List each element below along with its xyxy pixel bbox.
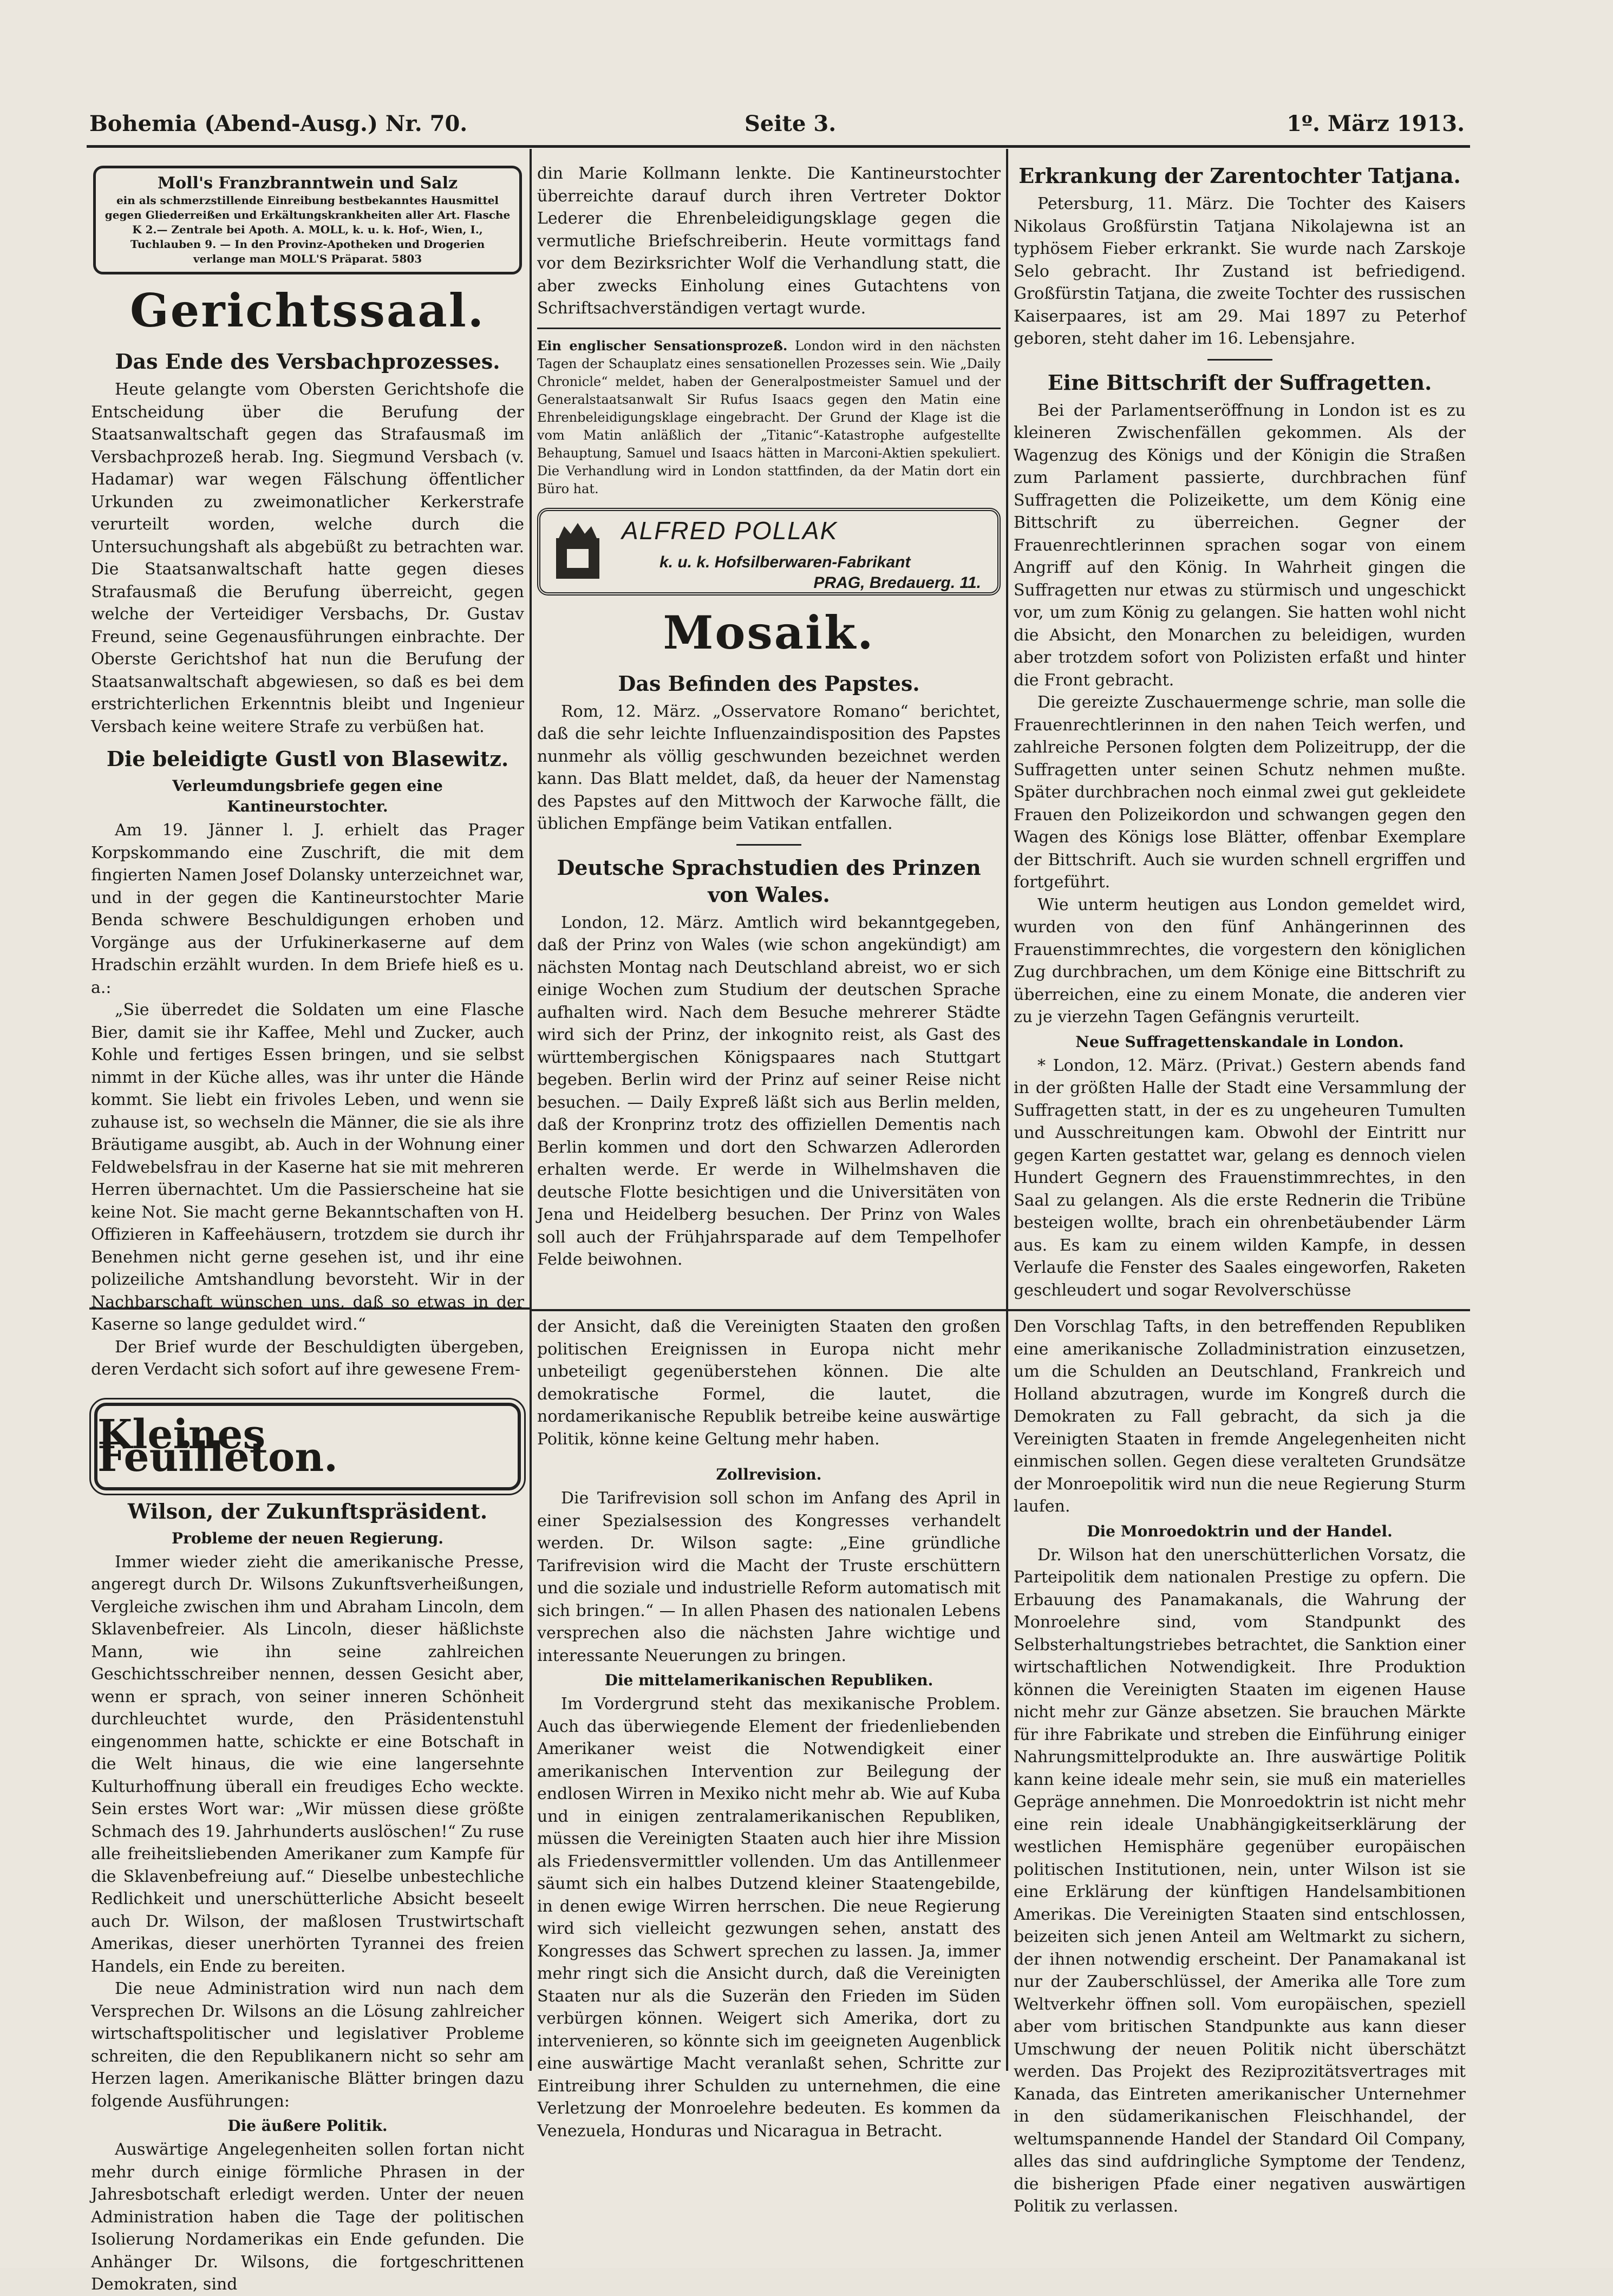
column-2 <box>537 162 1001 1305</box>
pollak-address: PRAG, Bredauerg. 11. <box>813 573 981 592</box>
article-paragraph: din Marie Kollmann lenkte. Die Kantineurstochter überreichte darauf durch ihren Vertreter Doktor Lederer die Ehrenbeleidigungsklage gegen die vermutliche Briefschreiberin. Heute vormittags fand vor dem Bezirksrichter Wolf die Verhandlung statt, die aber zwecks Einholung eines Gutachtens von Schriftsachverständigen vertagt wurde. <box>537 164 1001 318</box>
sensationsprozess-text: London wird in den nächsten Tagen der Schauplatz eines sensationellen Prozesses sein. Wie „Daily Chronicle“ meldet, haben der Generalpostmeister Samuel und der Generalstaatsanwalt Sir Rufus Isaacs gegen den Matin eine Ehrenbeleidigungsklage eingebracht. Der Grund der Klage ist die vom Matin anläßlich der „Titanic“-Katastrophe aufgestellte Behauptung, Samuel und Isaacs hätten in Marconi-Aktien spekuliert. Die Verhandlung wird in London stattfinden, da der Matin dort ein Büro hat. <box>537 338 1001 496</box>
article-separator <box>537 328 1001 329</box>
pollak-advertisement <box>537 508 1001 596</box>
article-subheading-republiken: Die mittelamerikanischen Republiken. <box>604 1671 933 1689</box>
article-title-blasewitz: Die beleidigte Gustl von Blasewitz. <box>106 747 509 771</box>
section-title-feuilleton <box>94 1403 521 1490</box>
column-1 <box>91 162 524 2294</box>
article-paragraph: Die gereizte Zuschauermenge schrie, man solle die Frauenrechtlerinnen in den nahen Teich werfen, und zahlreiche Personen folgten dem Polizeitrupp, der die Suffragetten unter seinen Schutz nehmen mußte. Später durchbrachen noch einmal zwei gut gekleidete Frauen den Polizeikordon und schwangen gegen den Wagen des Königs lose Blätter, offenbar Exemplare der Bittschrift. Auch sie wurden schnell ergriffen und fortgeführt. <box>1014 693 1466 892</box>
article-paragraph: Wie unterm heutigen aus London gemeldet wird, wurden von den fünf Anhängerinnen des Frauenstimmrechtes, die vorgestern den königlichen Zug durchbrachen, um dem Könige eine Bittschrift zu überreichen, eine zu einem Monate, die anderen vier zu je vierzehn Tagen Gefängnis verurteilt. <box>1014 895 1466 1026</box>
header-rule <box>87 145 1470 148</box>
article-paragraph: Heute gelangte vom Obersten Gerichtshofe die Entscheidung über die Berufung der Staatsanwaltschaft gegen das Strafausmaß im Versbachprozeß herab. Ing. Siegmund Versbach (v. Hadamar) war wegen Fälschung öffentlicher Urkunden zu zweimonatlicher Kerkerstrafe verurteilt worden, welche durch die Untersuchungshaft als abgebüßt zu betrachten war. Die Staatsanwaltschaft hatte gegen dieses Strafausmaß die Berufung überreicht, gegen welche der Verteidiger Versbachs, Dr. Gustav Freund, seine Gegenausführungen einbrachte. Der Oberste Gerichtshof hat nun die Berufung der Staatsanwaltschaft abgewiesen, so daß es bei dem erstrichterlichen Erkenntnis bleibt und Ingenieur Versbach keine weitere Strafe zu verbüßen hat. <box>91 380 524 736</box>
article-title-tatjana: Erkrankung der Zarentochter Tatjana. <box>1018 163 1461 188</box>
article-paragraph: * London, 12. März. (Privat.) Gestern abends fand in der größten Halle der Stadt eine Versammlung der Suffragetten statt, in der es zu ungeheuren Tumulten und Ausschreitungen kam. Obwohl der Eintritt nur gegen Karten gestattet war, gelang es dennoch vielen Hundert Gegnern des Frauenstimmrechtes, in den Saal zu gelangen. Als die erste Rednerin die Tribüne besteigen wollte, brach ein ohrenbetäubender Lärm aus. Es kam zu einem wilden Kampfe, in dessen Verlaufe die Fenster des Saales eingeworfen, Raketen geschleudert und sogar Revolverschüsse <box>1014 1056 1466 1300</box>
article-paragraph: Den Vorschlag Tafts, in den betreffenden Republiken eine amerikanische Zolladministration einzusetzen, um die Schulden an Deutschland, Frankreich und Holland abzutragen, wurde im Kongreß durch die Demokraten zu Fall gebracht, da sich ja die Vereinigten Staaten in fremde Angelegenheiten nicht einmischen sollen. Gegen diese veralteten Grundsätze der Monroepolitik wird nun die neue Regierung Sturm laufen. <box>1014 1317 1466 1516</box>
article-subheading-monroedoktrin: Die Monroedoktrin und der Handel. <box>1087 1522 1393 1540</box>
moll-advertisement <box>93 166 522 274</box>
feuilleton-title-text: Kleines Feuilleton. <box>97 1411 338 1481</box>
article-separator <box>1207 359 1272 361</box>
article-paragraph: der Ansicht, daß die Vereinigten Staaten den großen politischen Ereignissen in Europa nicht mehr unbeteiligt gegenüberstehen können. Die alte demokratische Formel, die lautet, die nordamerikanische Republik betreibe keine auswärtige Politik, könne keine Geltung mehr haben. <box>537 1317 1001 1449</box>
article-paragraph: Dr. Wilson hat den unerschütterlichen Vorsatz, die Parteipolitik dem nationalen Prestige zu opfern. Die Erbauung des Panamakanals, die Wahrung der Monroelehre sind, vom Standpunkt des Selbsterhaltungstriebes betrachtet, die Sanktion einer wirtschaftlichen Notwendigkeit. Ihre Produktion können die Vereinigten Staaten im eigenen Hause nicht mehr zur Gänze absetzen. Sie brauchen Märkte für ihre Fabrikate und streben die Einführung einiger Nahrungsmittelprodukte an. Ihre auswärtige Politik kann keine ideale mehr sein, sie muß ein materielles Gepräge annehmen. Die Monroedoktrin ist nicht mehr eine rein ideale Unabhängigkeitserklärung der westlichen Hemisphäre gegenüber europäischen politischen Institutionen, nein, unter Wilson ist sie eine Erklärung der künftigen Handelsambitionen Amerikas. Die Vereinigten Staaten sind entschlossen, beizeiten sich jenen Anteil am Weltmarkt zu sichern, der ihnen notwendig erscheint. Der Panamakanal ist nur der Zauberschlüssel, der Amerika alle Tore zum Weltverkehr öffnen soll. Vom europäischen, speziell aber vom britischen Standpunkte aus kann dieser Umschwung der neuen Politik nicht überschätzt werden. Das Projekt des Reziprozitätsvertrages mit Kanada, das Eintreten amerikanischer Unternehmer in den südamerikanischen Fleischhandel, der weltumspannende Handel der Standard Oil Company, alles das sind aufdringliche Symptome der Tendenz, die bisherigen Pfade einer negativen auswärtigen Politik zu verlassen. <box>1014 1545 1466 2216</box>
pollak-subtitle: k. u. k. Hofsilberwaren-Fabrikant <box>659 553 911 571</box>
article-paragraph: Petersburg, 11. März. Die Tochter des Kaisers Nikolaus Großfürstin Tatjana Nikolajewna ist an typhösem Fieber erkrankt. Sie wurde nach Zarskoje Selo gebracht. Ihr Zustand ist befriedigend. Großfürstin Tatjana, die zweite Tochter des russischen Kaiserpaares, ist am 29. Mai 1897 zu Peterhof geboren, steht daher im 16. Lebensjahre. <box>1014 194 1466 348</box>
header-publication: Bohemia (Abend-Ausg.) Nr. 70. <box>89 111 468 136</box>
article-subtitle-blasewitz: Verleumdungsbriefe gegen eine Kantineurstochter. <box>172 777 443 815</box>
article-separator <box>736 844 801 846</box>
pollak-name: ALFRED POLLAK <box>622 516 838 545</box>
article-paragraph: Im Vordergrund steht das mexikanische Problem. Auch das überwiegende Element der friedenliebenden Amerikaner weist die Notwendigkeit einer amerikanischen Intervention zur Beilegung der endlosen Wirren in Mexiko nicht mehr ab. Wie auf Kuba und in einigen zentralamerikanischen Republiken, müssen die Vereinigten Staaten auch hier ihre Mission als Friedensvermittler vollenden. Um das Antillenmeer säumt sich ein halbes Dutzend kleiner Staatengebilde, in denen ewige Wirren herrschen. Die neue Regierung wird sich vielleicht gezwungen sehen, anstatt des Kongresses das Schwert sprechen zu lassen. Ja, immer mehr ringt sich die Ansicht durch, daß die Vereinigten Staaten nur als die Suzerän den Frieden im Süden verbürgen können. Weigert sich Amerika, dort zu intervenieren, so könnte sich im geeigneten Augenblick eine auswärtige Macht veranlaßt sehen, Schritte zur Eintreibung ihrer Schulden zu unternehmen, die eine Verletzung der Monroelehre bedeuten. Es kommen da Venezuela, Honduras und Nicaragua in Betracht. <box>537 1695 1001 2141</box>
section-title-gerichtssaal: Gerichtssaal. <box>130 284 485 337</box>
article-paragraph: Die Tarifrevision soll schon im Anfang des April in einer Spezialsession des Kongresses verhandelt werden. Dr. Wilson sagte: „Eine gründliche Tarifrevision wird die Macht der Truste erschüttern und die soziale und industrielle Reform automatisch mit sich bringen.“ — In allen Phasen des nationalen Lebens versprechen also die nächsten Jahre wichtige und interessante Neuerungen zu bringen. <box>537 1489 1001 1665</box>
article-subheading-zollrevision: Zollrevision. <box>716 1466 822 1483</box>
article-title-prinz-wales: Deutsche Sprachstudien des Prinzen von Wales. <box>557 855 981 907</box>
article-paragraph: „Sie überredet die Soldaten um eine Flasche Bier, damit sie ihr Kaffee, Mehl und Zucker, auch Kohle und fertiges Essen bringen, und sie selbst nimmt in der Küche alles, was ihr unter die Hände kommt. Sie liebt ein frivoles Leben, und wenn sie zuhause ist, so wechseln die Männer, die sie als ihre Bräutigame ausgibt, ab. Auch in der Wohnung einer Feldwebelsfrau in der Kaserne hat sie mit mehreren Herren übernachtet. Um die Passierscheine hat sie keine Not. Sie macht gerne Bekanntschaften von H. Offizieren in Kaffeehäusern, trotzdem sie durch ihr Benehmen nicht gerne gesehen ist, und ihr eine polizeiliche Amtshandlung bevorsteht. Wir in der Nachbarschaft wünschen uns, daß so etwas in der Kaserne so lange geduldet wird.“ <box>91 1000 524 1334</box>
sensationsprozess-article <box>537 337 1001 498</box>
section-title-mosaik: Mosaik. <box>663 605 875 659</box>
article-subheading-suffragettenskandale: Neue Suffragettenskandale in London. <box>1075 1032 1404 1051</box>
header-date: 1º. März 1913. <box>1287 111 1465 136</box>
column2-cross-rule <box>532 1309 1006 1311</box>
article-paragraph: Immer wieder zieht die amerikanische Presse, angeregt durch Dr. Wilsons Zukunftsverheißungen, Vergleiche zwischen ihm und Abraham Lincoln, dem Sklavenbefreier. Als Lincoln, dieser häßlichste Mann, wie ihn seine zahlreichen Geschichtsschreiber nennen, dessen Gesicht aber, wenn er sprach, von seiner inneren Schönheit durchleuchtet wurde, den Präsidentenstuhl eingenommen hatte, schickte er eine Botschaft in die Welt hinaus, die wie eine langersehnte Kulturhoffnung überall ein freudiges Echo weckte. Sein erstes Wort war: „Wir müssen diese größte Schmach des 19. Jahrhunderts auslöschen!“ Zu ruse alle freiheitsliebenden Amerikaner zum Kampfe für die Sklavenbefreiung auf.“ Dieselbe unbestechliche Redlichkeit und unerschütterliche Absicht beseelt auch Dr. Wilson, der maßlosen Trustwirtschaft Amerikas, dieser unerhörten Tyrannei des freien Handels, ein Ende zu bereiten. <box>91 1552 524 1976</box>
article-paragraph: London, 12. März. Amtlich wird bekanntgegeben, daß der Prinz von Wales (wie schon angekündigt) am nächsten Montag nach Deutschland abreist, wo er sich einige Wochen zum Studium der deutschen Sprache aufhalten wird. Nach dem Besuche mehrerer Städte wird sich der Prinz, der inkognito reist, als Gast des württembergischen Königspaares nach Stuttgart begeben. Berlin wird der Prinz auf seiner Reise nicht besuchen. — Daily Expreß läßt sich aus Berlin melden, daß der Kronprinz trotz des offiziellen Dementis nach Berlin kommen und dort den Schwarzen Adlerorden erhalten werde. Er werde in Wilhelmshaven die deutsche Flotte besichtigen und die Universitäten von Jena und Heidelberg besuchen. Der Prinz von Wales soll auch der Frühjahrsparade auf dem Tempelhofer Felde beiwohnen. <box>537 913 1001 1269</box>
crown-emblem-icon <box>553 522 602 581</box>
article-title-papst: Das Befinden des Papstes. <box>618 671 920 696</box>
header-page-number: Seite 3. <box>745 111 837 136</box>
column3-cross-rule <box>1008 1309 1470 1311</box>
article-title-wilson: Wilson, der Zukunftspräsident. <box>127 1499 488 1523</box>
column-3 <box>1014 162 1466 1305</box>
sensationsprozess-lead: Ein englischer Sensationsprozeß. <box>537 337 788 354</box>
column-2-continued <box>537 1316 1001 2141</box>
article-paragraph: Der Brief wurde der Beschuldigten übergeben, deren Verdacht sich sofort auf ihre gewesene Frem- <box>91 1337 524 1379</box>
column-divider-1 <box>530 149 532 2071</box>
article-subheading-aussere-politik: Die äußere Politik. <box>227 2117 388 2135</box>
column-divider-2 <box>1006 149 1008 2071</box>
article-paragraph: Rom, 12. März. „Osservatore Romano“ berichtet, daß die sehr leichte Influenzaindisposition des Papstes nunmehr als völlig geschwunden bezeichnet werden kann. Das Blatt meldet, daß, da heuer der Namenstag des Papstes auf den Mittwoch der Karwoche fällt, die üblichen Empfänge beim Vatikan entfallen. <box>537 702 1001 833</box>
article-title-versbach: Das Ende des Versbachprozesses. <box>115 349 500 374</box>
article-paragraph: Auswärtige Angelegenheiten sollen fortan nicht mehr durch einige förmliche Phrasen in der Jahresbotschaft erledigt werden. Unter der neuen Administration haben die Tage der politischen Isolierung Nordamerikas ein Ende gefunden. Die Anhänger Dr. Wilsons, die fortgeschrittenen Demokraten, sind <box>91 2140 524 2294</box>
article-paragraph: Bei der Parlamentseröffnung in London ist es zu kleineren Zwischenfällen gekommen. Als der Wagenzug des Königs und der Königin die Straßen zum Parlament passierte, durchbrachen fünf Suffragetten die Polizeikette, um dem König eine Bittschrift zu überreichen. Gegner der Frauenrechtlerinnen sprachen sogar von einem Angriff auf den König. In Wahrheit gingen die Suffragetten nur etwas zu stürmisch und ungeschickt vor, um zum König zu gelangen. Sie hatten wohl nicht die Absicht, den Monarchen zu beleidigen, wurden aber trotzdem sofort von Polizisten erfaßt und hinter die Front gebracht. <box>1014 401 1466 690</box>
moll-ad-text: ein als schmerzstillende Einreibung bestbekanntes Hausmittel gegen Gliederreißen und Erkältungskrankheiten aller Art. Flasche K 2.— Zentrale bei Apoth. A. MOLL, k. u. k. Hof-, Wien, I., Tuchlauben 9. — In den Provinz-Apotheken und Drogerien verlange man MOLL'S Präparat. 5803 <box>105 194 511 265</box>
article-paragraph: Die neue Administration wird nun nach dem Versprechen Dr. Wilsons an die Lösung zahlreicher wirtschaftspolitischer und legislativer Probleme schreiten, die den Republikanern nicht so sehr am Herzen lagen. Amerikanische Blätter bringen dazu folgende Ausführungen: <box>91 1979 524 2111</box>
article-paragraph: Am 19. Jänner l. J. erhielt das Prager Korpskommando eine Zuschrift, die mit dem fingierten Namen Josef Dolansky unterzeichnet war, und in der gegen die Kantineurstochter Marie Benda schwere Beschuldigungen erhoben und Vorgänge aus der Urfukinerkaserne auf dem Hradschin erzählt wurden. In dem Briefe hieß es u. a.: <box>91 821 524 997</box>
moll-ad-title: Moll's Franzbranntwein und Salz <box>157 174 458 193</box>
article-title-suffragetten: Eine Bittschrift der Suffragetten. <box>1047 370 1432 395</box>
article-subtitle-wilson: Probleme der neuen Regierung. <box>172 1529 443 1547</box>
page-header <box>89 111 1465 149</box>
column-3-continued <box>1014 1316 1466 2216</box>
